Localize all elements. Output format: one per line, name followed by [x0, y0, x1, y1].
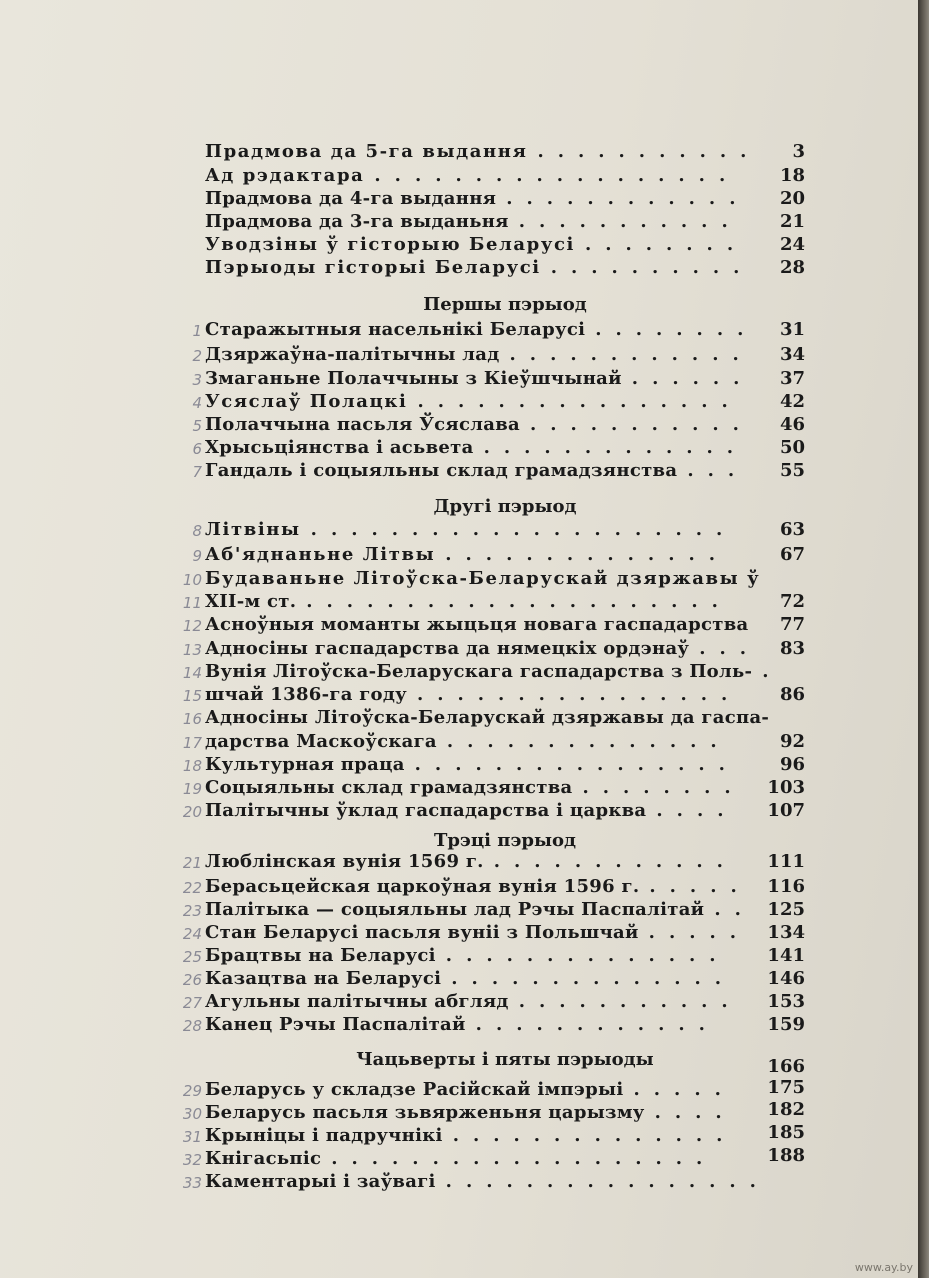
handwritten-number: 2: [192, 347, 202, 365]
toc-entry-page: 18: [779, 165, 805, 186]
dot-leader: ........: [582, 777, 745, 798]
toc-entry-page: 83: [779, 638, 805, 659]
toc-entry-page: 34: [779, 344, 805, 365]
dot-leader: .....: [648, 922, 751, 943]
handwritten-number: 29: [182, 1082, 202, 1100]
toc-entry: [205, 436, 805, 460]
toc-entry: [205, 730, 805, 754]
handwritten-number: 24: [182, 925, 202, 943]
toc-entry: [205, 967, 805, 991]
toc-entry: [205, 367, 805, 391]
toc-entry-title: Асноўныя моманты жыцьця новага гаспадарства: [205, 614, 749, 635]
toc-entry-title: Адносіны гаспадарства да нямецкіх ордэнаў: [205, 638, 690, 659]
toc-entry-title: Усяслаў Полацкі: [205, 391, 408, 412]
handwritten-number: 11: [182, 594, 202, 612]
toc-entry-page: 116: [767, 876, 805, 897]
toc-entry-page: 166: [767, 1056, 805, 1077]
handwritten-number: 28: [182, 1017, 202, 1035]
dot-leader: ................: [414, 754, 739, 775]
toc-entry: [205, 1170, 805, 1194]
dot-leader: ...: [687, 460, 749, 481]
toc-entry: [205, 637, 805, 661]
dot-leader: ..............: [452, 1125, 737, 1146]
toc-entry: [205, 390, 805, 414]
toc-entry-page: 3: [792, 141, 805, 162]
handwritten-number: 6: [192, 440, 202, 458]
handwritten-number: 33: [182, 1174, 202, 1192]
toc-entry-title: дарства Маскоўскага: [205, 731, 437, 752]
section-heading: Трэці пэрыод: [433, 830, 577, 851]
dot-leader: ...........: [529, 414, 753, 435]
toc-entry-page: 67: [779, 544, 805, 565]
toc-entry-page: 46: [779, 414, 805, 435]
handwritten-number: 13: [182, 641, 202, 659]
toc-entry: [205, 660, 805, 684]
dot-leader: ........: [595, 319, 758, 340]
handwritten-number: 1: [192, 322, 202, 340]
toc-entry-title: Каментарыі і заўвагі: [205, 1171, 436, 1192]
toc-entry-page: 185: [767, 1122, 805, 1143]
toc-entry-page: 31: [779, 319, 805, 340]
toc-entry-title: Полаччына пасьля Ўсяслава: [205, 414, 520, 435]
toc-entry: [205, 210, 805, 234]
toc-entry-title: Гандаль і соцыяльны склад грамадзянства: [205, 460, 678, 481]
dot-leader: ............: [493, 851, 737, 872]
toc-entry: [205, 706, 805, 730]
toc-entry-title: шчай 1386-га году: [205, 684, 407, 705]
toc-entry-page: 92: [779, 731, 805, 752]
toc-entry: [205, 944, 805, 968]
toc-entry: [205, 459, 805, 483]
handwritten-number: 19: [182, 780, 202, 798]
toc-entry: [205, 343, 805, 367]
toc-entry-title: Будаваньне Літоўска-Беларускай дзяржавы ў: [205, 568, 761, 589]
dot-leader: ....: [656, 800, 738, 821]
handwritten-number: 31: [182, 1128, 202, 1146]
handwritten-number: 15: [182, 687, 202, 705]
toc-entry-page: 28: [779, 257, 805, 278]
toc-entry-title: Палітычны ўклад гаспадарства і царква: [205, 800, 647, 821]
toc-entry: [205, 683, 805, 707]
handwritten-number: 23: [182, 902, 202, 920]
toc-entry-title: Аб'яднаньне Літвы: [205, 544, 436, 565]
toc-entry-page: 146: [767, 968, 805, 989]
toc-entry-title: Хрысьціянства і асьвета: [205, 437, 474, 458]
toc-entry-page: 141: [767, 945, 805, 966]
handwritten-number: 26: [182, 971, 202, 989]
toc-entry-page: 159: [767, 1014, 805, 1035]
handwritten-number: 5: [192, 417, 202, 435]
toc-entry-title: Прадмова да 3-га выданьня: [205, 211, 509, 232]
toc-entry-page: 125: [767, 899, 805, 920]
toc-entry-page: 55: [779, 460, 805, 481]
dot-leader: ..: [714, 899, 755, 920]
toc-entry-page: 103: [767, 777, 805, 798]
toc-entry-title: Вунія Літоўска-Беларускага гаспадарства з Поль-: [205, 661, 753, 682]
toc-entry: [205, 164, 805, 188]
toc-entry: [205, 799, 805, 823]
toc-entry-title: Прадмова да 5-га выдання: [205, 141, 528, 162]
dot-leader: ........: [584, 234, 748, 255]
handwritten-number: 17: [182, 734, 202, 752]
toc-entry: [205, 753, 805, 777]
toc-entry: [205, 1124, 805, 1148]
toc-entry: [205, 413, 805, 437]
handwritten-number: 3: [192, 371, 202, 389]
toc-entry-title: XII-м ст.: [205, 591, 297, 612]
dot-leader: ......: [631, 368, 754, 389]
dot-leader: ..............: [451, 968, 736, 989]
toc-entry-title: Прадмова да 4-га выдання: [205, 188, 497, 209]
toc-entry-title: Стан Беларусі пасьля вуніі з Польшчай: [205, 922, 639, 943]
toc-entry-page: 153: [767, 991, 805, 1012]
toc-entry-page: 42: [779, 391, 805, 412]
toc-entry: [205, 543, 805, 567]
dot-leader: ..............: [445, 544, 729, 565]
handwritten-number: 16: [182, 710, 202, 728]
handwritten-number: 25: [182, 948, 202, 966]
page-edge-shadow: [918, 0, 929, 1278]
toc-entry: [205, 990, 805, 1014]
dot-leader: .....................: [306, 591, 732, 612]
toc-entry-title: Канец Рэчы Паспалітай: [205, 1014, 466, 1035]
toc-entry-page: 182: [767, 1099, 805, 1120]
handwritten-number: 4: [192, 394, 202, 412]
handwritten-number: 32: [182, 1151, 202, 1169]
toc-entry: [205, 256, 805, 280]
handwritten-number: 12: [182, 617, 202, 635]
toc-entry-title: Палітыка — соцыяльны лад Рэчы Паспалітай: [205, 899, 705, 920]
toc-entry: [205, 140, 805, 164]
toc-entry-page: 37: [779, 368, 805, 389]
toc-entry-page: 175: [767, 1077, 805, 1098]
toc-entry-title: Уводзіны ў гісторыю Беларусі: [205, 234, 575, 255]
handwritten-number: 10: [182, 571, 202, 589]
toc-entry-title: Ад рэдактара: [205, 165, 365, 186]
toc-entry-title: Кнігасьпіс: [205, 1148, 322, 1169]
dot-leader: ................: [417, 391, 742, 412]
toc-entry-title: Брацтвы на Беларусі: [205, 945, 436, 966]
toc-entry-title: Пэрыоды гісторыі Беларусі: [205, 257, 541, 278]
toc-entry-page: 63: [779, 519, 805, 540]
handwritten-number: 14: [182, 664, 202, 682]
section-heading: Другі пэрыод: [433, 496, 577, 517]
dot-leader: .....: [649, 876, 751, 897]
dot-leader: ...........: [518, 991, 742, 1012]
toc-entry-page: 111: [767, 851, 805, 872]
handwritten-number: 22: [182, 879, 202, 897]
toc-entry: [205, 518, 805, 542]
handwritten-number: 7: [192, 463, 202, 481]
toc-entry: [205, 318, 805, 342]
toc-entry-title: Культурная праца: [205, 754, 405, 775]
toc-entry: [205, 1101, 805, 1125]
toc-entry-page: 134: [767, 922, 805, 943]
toc-entry-title: Казацтва на Беларусі: [205, 968, 442, 989]
toc-entry: [205, 1147, 805, 1171]
toc-entry: [205, 1055, 805, 1079]
dot-leader: ................: [445, 1171, 770, 1192]
dot-leader: .....................: [310, 519, 737, 540]
toc-entry: [205, 1078, 805, 1102]
section-heading: Першы пэрыод: [423, 294, 587, 315]
toc-entry-page: 72: [779, 591, 805, 612]
toc-entry-title: Адносіны Літоўска-Беларускай дзяржавы да гаспа-: [205, 707, 770, 728]
dot-leader: ............: [509, 344, 753, 365]
toc-entry-title: Беларусь у складзе Расійскай імпэрыі: [205, 1079, 624, 1100]
dot-leader: ..............: [445, 945, 730, 966]
toc-entry-page: 96: [779, 754, 805, 775]
handwritten-number: 8: [192, 522, 202, 540]
dot-leader: ...................: [331, 1148, 717, 1169]
dot-leader: .: [762, 661, 783, 682]
dot-leader: ............: [506, 188, 750, 209]
toc-entry-title: Беларусь пасьля зьвярженьня царызму: [205, 1102, 645, 1123]
toc-entry-page: 77: [779, 614, 805, 635]
toc-entry-page: 107: [767, 800, 805, 821]
toc-entry-title: Люблінская вунія 1569 г.: [205, 851, 484, 872]
toc-entry-title: Соцыяльны склад грамадзянства: [205, 777, 573, 798]
toc-entry: [205, 233, 805, 257]
toc-entry-title: Берасьцейская царкоўная вунія 1596 г.: [205, 876, 640, 897]
watermark: www.ay.by: [854, 1261, 913, 1274]
toc-entry-page: 24: [779, 234, 805, 255]
toc-entry-title: Літвіны: [205, 519, 301, 540]
toc-entry: [205, 187, 805, 211]
dot-leader: .....: [633, 1079, 735, 1100]
toc-entry-page: 188: [767, 1145, 805, 1166]
dot-leader: ............: [475, 1014, 719, 1035]
toc-entry: [205, 776, 805, 800]
toc-entry-title: Агульны палітычны абгляд: [205, 991, 509, 1012]
toc-entry: [205, 590, 805, 614]
handwritten-number: 18: [182, 757, 202, 775]
dot-leader: .............: [483, 437, 748, 458]
dot-leader: ...........: [518, 211, 742, 232]
toc-entry-title: Крыніцы і падручнікі: [205, 1125, 443, 1146]
toc-entry: [205, 898, 805, 922]
toc-entry: [205, 875, 805, 899]
handwritten-number: 27: [182, 994, 202, 1012]
handwritten-number: 30: [182, 1105, 202, 1123]
dot-leader: ..........: [550, 257, 754, 278]
toc-entry: [205, 921, 805, 945]
toc-entry: [205, 613, 805, 637]
dot-leader: ................: [416, 684, 742, 705]
toc-entry-title: Дзяржаўна-палітычны лад: [205, 344, 500, 365]
handwritten-number: 9: [192, 547, 202, 565]
toc-entry: [205, 850, 805, 874]
toc-entry: [205, 567, 805, 591]
handwritten-number: 21: [182, 854, 202, 872]
dot-leader: ..................: [374, 165, 740, 186]
dot-leader: ...: [699, 638, 761, 659]
toc-entry-page: 50: [779, 437, 805, 458]
toc-entry: [205, 1013, 805, 1037]
handwritten-number: 20: [182, 803, 202, 821]
dot-leader: ...........: [537, 141, 761, 162]
toc-entry-page: 86: [779, 684, 805, 705]
dot-leader: ..............: [446, 731, 731, 752]
toc-entry-title: Старажытныя насельнікі Беларусі: [205, 319, 586, 340]
toc-entry-page: 20: [779, 188, 805, 209]
dot-leader: ....: [654, 1102, 736, 1123]
toc-entry-page: 21: [779, 211, 805, 232]
section-heading: Чацьверты і пяты пэрыоды: [356, 1049, 654, 1070]
toc-entry-title: Змаганьне Полаччыны з Кіеўшчынай: [205, 368, 622, 389]
